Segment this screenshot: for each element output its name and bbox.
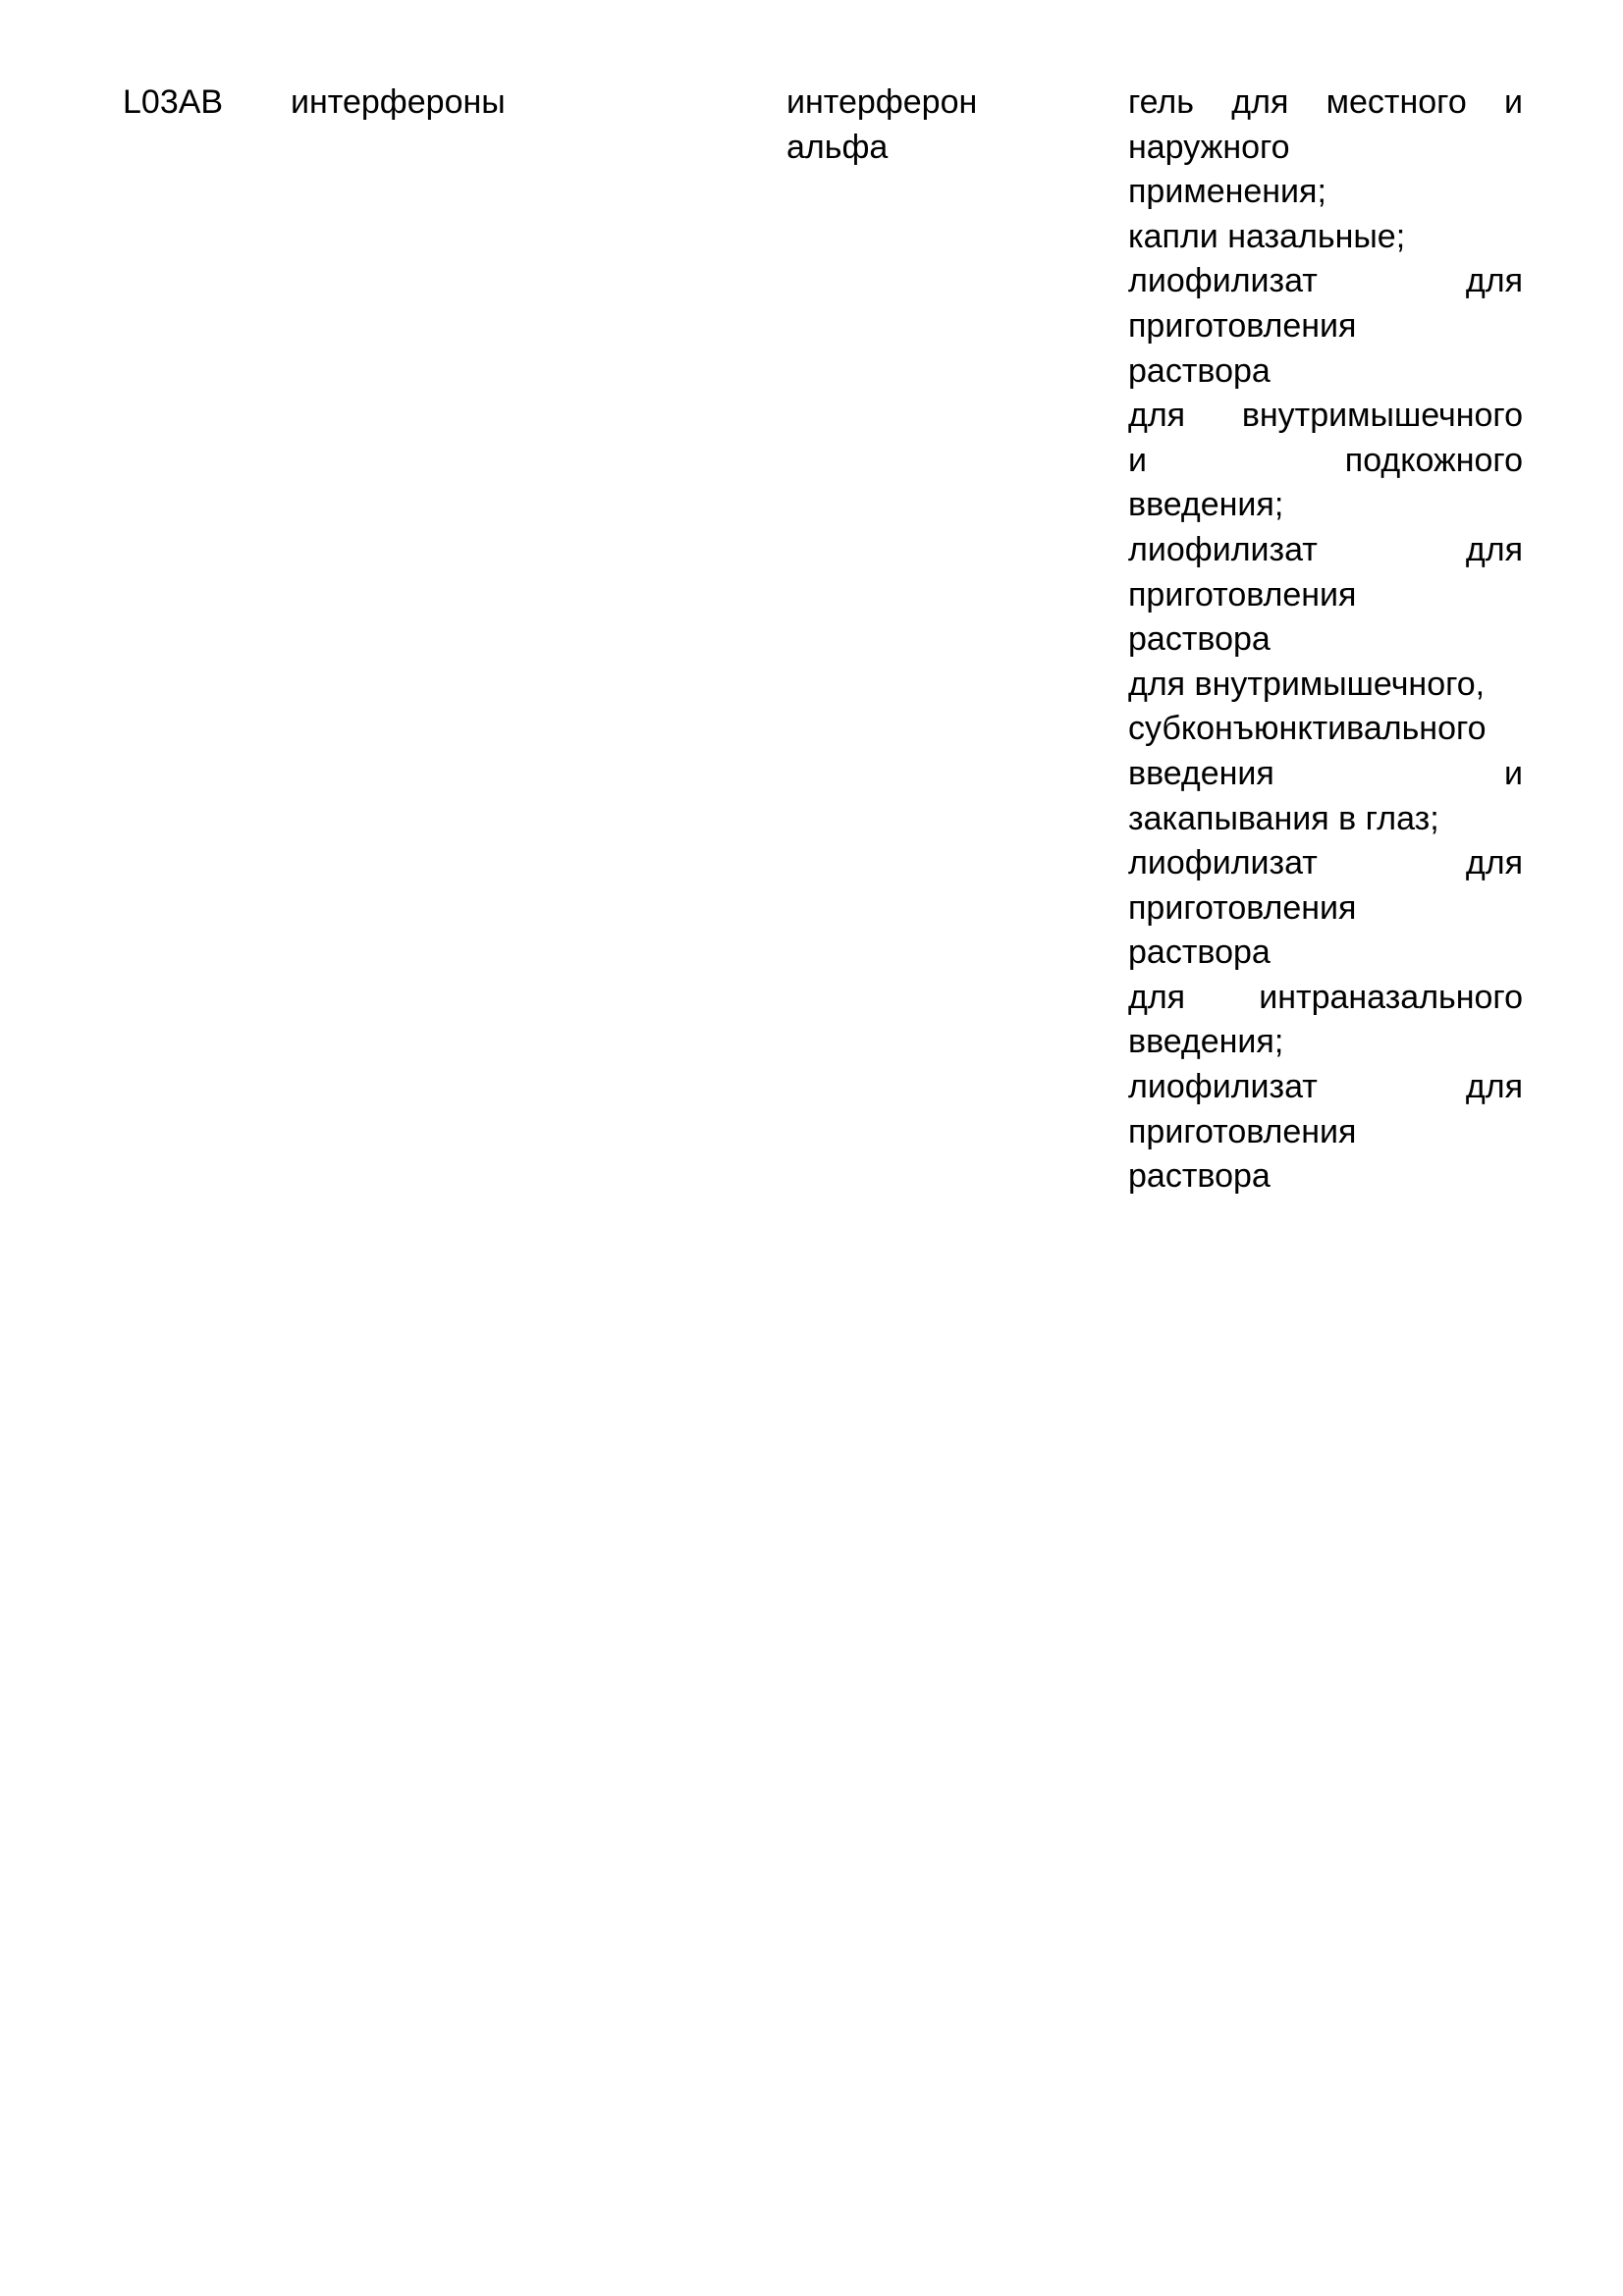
dosage-form-word: закапывания в глаз; xyxy=(1128,799,1439,837)
dosage-form-line xyxy=(1128,394,1523,439)
dosage-form-line xyxy=(1128,663,1523,708)
dosage-form-word: внутримышечного xyxy=(1241,397,1523,435)
dosage-form-word: приготовления xyxy=(1128,575,1357,614)
dosage-form-word: лиофилизат xyxy=(1128,530,1318,568)
dosage-form-line xyxy=(1128,617,1523,663)
dosage-form-line xyxy=(1128,215,1523,260)
dosage-form-word: для xyxy=(1128,397,1186,435)
dosage-form-line xyxy=(1128,80,1523,126)
dosage-form-word: и xyxy=(1504,754,1523,792)
dosage-form-line xyxy=(1128,439,1523,484)
dosage-form-line xyxy=(1128,797,1523,842)
dosage-form-word: подкожного xyxy=(1344,441,1523,479)
dosage-form-word: приготовления xyxy=(1128,888,1357,927)
dosage-form-word: для внутримышечного, xyxy=(1128,665,1486,703)
dosage-form-word: гель xyxy=(1128,83,1194,121)
dosage-form-line xyxy=(1128,976,1523,1021)
dosage-form-word: лиофилизат xyxy=(1128,844,1318,882)
dosage-form-word: применения; xyxy=(1128,173,1326,211)
dosage-form-word: наружного xyxy=(1128,128,1290,166)
dosage-form-line xyxy=(1128,1020,1523,1065)
dosage-form-word: для xyxy=(1465,530,1523,568)
dosage-form-word: лиофилизат xyxy=(1128,1068,1318,1106)
dosage-form-word: раствора xyxy=(1128,934,1271,972)
dosage-form-line xyxy=(1128,886,1523,932)
dosage-form-line xyxy=(1128,573,1523,618)
dosage-form-line xyxy=(1128,170,1523,215)
dosage-form-line xyxy=(1128,931,1523,976)
dosage-form-line xyxy=(1128,259,1523,304)
dosage-form-word: введения xyxy=(1128,754,1274,792)
dosage-form-line xyxy=(1128,349,1523,395)
drug-name-line: интерферон xyxy=(786,83,978,121)
dosage-form-line xyxy=(1128,528,1523,573)
dosage-form-word: раствора xyxy=(1128,1157,1271,1196)
pharmacological-group-cell xyxy=(291,80,752,126)
dosage-forms-cell xyxy=(1128,80,1523,1200)
dosage-form-line xyxy=(1128,1065,1523,1110)
dosage-form-word: и xyxy=(1128,441,1147,479)
dosage-form-line xyxy=(1128,841,1523,886)
dosage-form-line xyxy=(1128,126,1523,171)
dosage-form-word: интраназального xyxy=(1259,978,1523,1016)
drug-name-cell xyxy=(786,80,1022,170)
atc-code-cell xyxy=(123,80,260,126)
dosage-form-line xyxy=(1128,1110,1523,1155)
dosage-form-word: лиофилизат xyxy=(1128,262,1318,300)
dosage-form-word: раствора xyxy=(1128,351,1271,390)
pharmacological-group: интерфероны xyxy=(291,83,506,121)
dosage-form-word: раствора xyxy=(1128,620,1271,659)
dosage-form-word: для xyxy=(1128,978,1186,1016)
dosage-form-line xyxy=(1128,1154,1523,1200)
dosage-form-word: и xyxy=(1504,83,1523,121)
dosage-form-word: для xyxy=(1231,83,1289,121)
dosage-form-word: местного xyxy=(1325,83,1467,121)
dosage-form-word: введения; xyxy=(1128,1023,1284,1061)
drug-name-line: альфа xyxy=(786,128,889,166)
dosage-form-word: для xyxy=(1465,1068,1523,1106)
dosage-form-word: субконъюнктивального xyxy=(1128,710,1487,748)
atc-code: L03AB xyxy=(123,83,224,121)
dosage-form-word: введения; xyxy=(1128,486,1284,524)
dosage-form-line xyxy=(1128,707,1523,752)
dosage-form-word: для xyxy=(1465,844,1523,882)
dosage-form-word: приготовления xyxy=(1128,306,1357,345)
dosage-form-line xyxy=(1128,752,1523,797)
dosage-form-word: капли назальные; xyxy=(1128,217,1406,255)
dosage-form-line xyxy=(1128,304,1523,349)
dosage-form-line xyxy=(1128,483,1523,528)
dosage-form-word: приготовления xyxy=(1128,1112,1357,1150)
dosage-form-word: для xyxy=(1465,262,1523,300)
